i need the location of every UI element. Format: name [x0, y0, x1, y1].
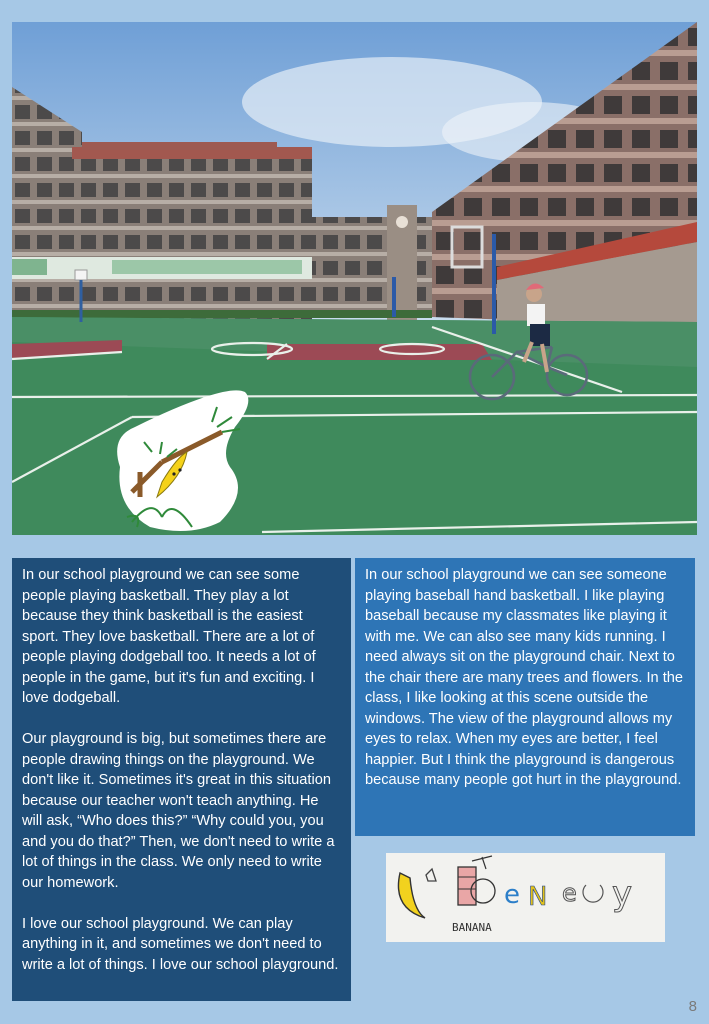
signature-drawing: [386, 853, 665, 942]
signature-letter-e2: e: [562, 879, 577, 907]
left-paragraph-3: I love our school playground. We can play anything in it, and sometimes we don't need to write a lot of things. I love our school playground.: [22, 915, 339, 973]
signature-letter-y: y: [612, 874, 633, 914]
signature-caption: BANANA: [452, 921, 492, 934]
left-paragraph-1: In our school playground we can see some people playing basketball. They play a lot because they think basketball is the easiest sport. They love basketball. There are a lot of people playing dodgeball too. It needs a lot of people in the game, but it's fun and exciting. I love dodgeball.: [22, 567, 316, 706]
right-paragraph: In our school playground we can see someone playing baseball hand basketball. I like playing baseball because my classmates like playing it with me. We can also see many kids running. I need always sit on the playground chair. Next to the chair there are many trees and flowers. In the class, I like looking at this scene outside the windows. The view of the playground allows my eyes to relax. When my eyes are better, I feel happier. But I think the playground is dangerous because many people got hurt in the playground.: [365, 567, 683, 788]
right-text-box: [355, 558, 695, 836]
left-text-box: [12, 558, 351, 1001]
playground-photo: [12, 22, 697, 535]
page-number: 8: [688, 998, 697, 1015]
signature-letter-n: N: [528, 882, 548, 912]
left-paragraph-2: Our playground is big, but sometimes there are people drawing things on the playground. We don't like it. Sometimes it's great in this situation because our teacher won't teach anything. He will ask, “Who does this?” “Why could you, you and you do that?” Then, we don't need to write a lot of things in the class. We only need to write our homework.: [22, 731, 335, 891]
signature-letter-e: e: [504, 880, 520, 910]
